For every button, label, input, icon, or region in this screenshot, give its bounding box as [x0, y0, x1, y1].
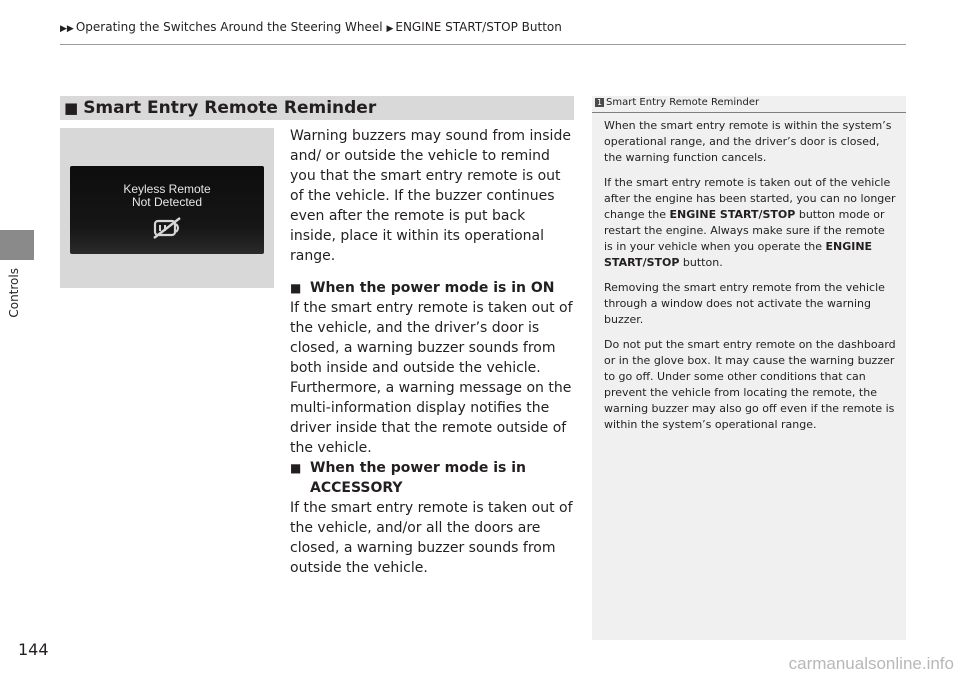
- reference-number-icon: 1: [596, 98, 603, 107]
- section-heading: [60, 96, 574, 120]
- sidebar-paragraph: [604, 175, 896, 271]
- chapter-tab-marker: [0, 230, 34, 260]
- subsection-heading-accessory: [290, 458, 575, 498]
- subsection-heading-text: When the power mode is in ACCESSORY: [310, 460, 526, 496]
- main-body: [290, 126, 575, 578]
- subsection-heading-on: [290, 278, 575, 298]
- sidebar-text: If the smart entry remote is taken out of the vehicle after the engine has been started, you can no longer change the: [604, 176, 896, 221]
- breadcrumb: [60, 20, 562, 34]
- display-illustration: [60, 128, 274, 288]
- sidebar-notes: [592, 96, 906, 640]
- sidebar-heading: [592, 96, 906, 113]
- keyless-remote-crossed-icon: [151, 216, 185, 240]
- sidebar-text: button mode or restart the engine. Always make sure if the remote is in your vehicle when you operate the: [604, 208, 885, 253]
- button-name: ENGINE START/STOP: [669, 208, 796, 221]
- intro-paragraph: Warning buzzers may sound from inside and/ or outside the vehicle to remind you that the smart entry remote is out of the vehicle. If the buzzer continues even after the remote is put back inside, place it within its operational range.: [290, 128, 571, 264]
- display-message: [70, 183, 264, 209]
- sidebar-paragraph: When the smart entry remote is within the system’s operational range, and the driver’s door is closed, the warning function cancels.: [604, 119, 892, 164]
- square-bullet-icon: ■: [290, 461, 302, 475]
- display-message-line1: Keyless Remote: [123, 182, 211, 196]
- breadcrumb-item[interactable]: ENGINE START/STOP Button: [395, 20, 562, 34]
- page-number: 144: [18, 640, 49, 659]
- sidebar-paragraph: Do not put the smart entry remote on the dashboard or in the glove box. It may cause the warning buzzer to go off. Under some other conditions that can prevent the vehicle from locating the remote, the warning buzzer may also go off even if the remote is within the system’s operational range.: [604, 338, 896, 431]
- sidebar-title: Smart Entry Remote Reminder: [606, 97, 760, 108]
- subsection-paragraph-accessory: If the smart entry remote is taken out of the vehicle, and/or all the doors are closed, a warning buzzer sounds from outside the vehicle.: [290, 500, 573, 576]
- display-message-line2: Not Detected: [131, 195, 203, 209]
- button-name: ENGINE START/STOP: [604, 240, 873, 269]
- sidebar-body: [604, 118, 896, 442]
- square-bullet-icon: ■: [290, 281, 302, 295]
- sidebar-text: button.: [679, 256, 723, 269]
- square-bullet-icon: ■: [64, 99, 79, 117]
- double-arrow-icon: ▶▶: [60, 24, 74, 34]
- multi-information-display: [70, 166, 264, 254]
- watermark: carmanualsonline.info: [788, 654, 954, 673]
- header-divider: [60, 44, 906, 45]
- breadcrumb-item[interactable]: Operating the Switches Around the Steering Wheel: [75, 20, 383, 34]
- section-title: Smart Entry Remote Reminder: [83, 98, 377, 118]
- subsection-heading-text: When the power mode is in ON: [310, 280, 555, 296]
- subsection-paragraph-on: If the smart entry remote is taken out of the vehicle, and the driver’s door is closed, a warning buzzer sounds from both inside and outside the vehicle. Furthermore, a warning message on the multi-information display notifies the driver inside that the remote outside of the vehicle.: [290, 300, 573, 456]
- chapter-tab-label[interactable]: Controls: [7, 268, 21, 318]
- arrow-icon: ▶: [386, 24, 394, 34]
- sidebar-paragraph: Removing the smart entry remote from the vehicle through a window does not activate the warning buzzer.: [604, 281, 885, 326]
